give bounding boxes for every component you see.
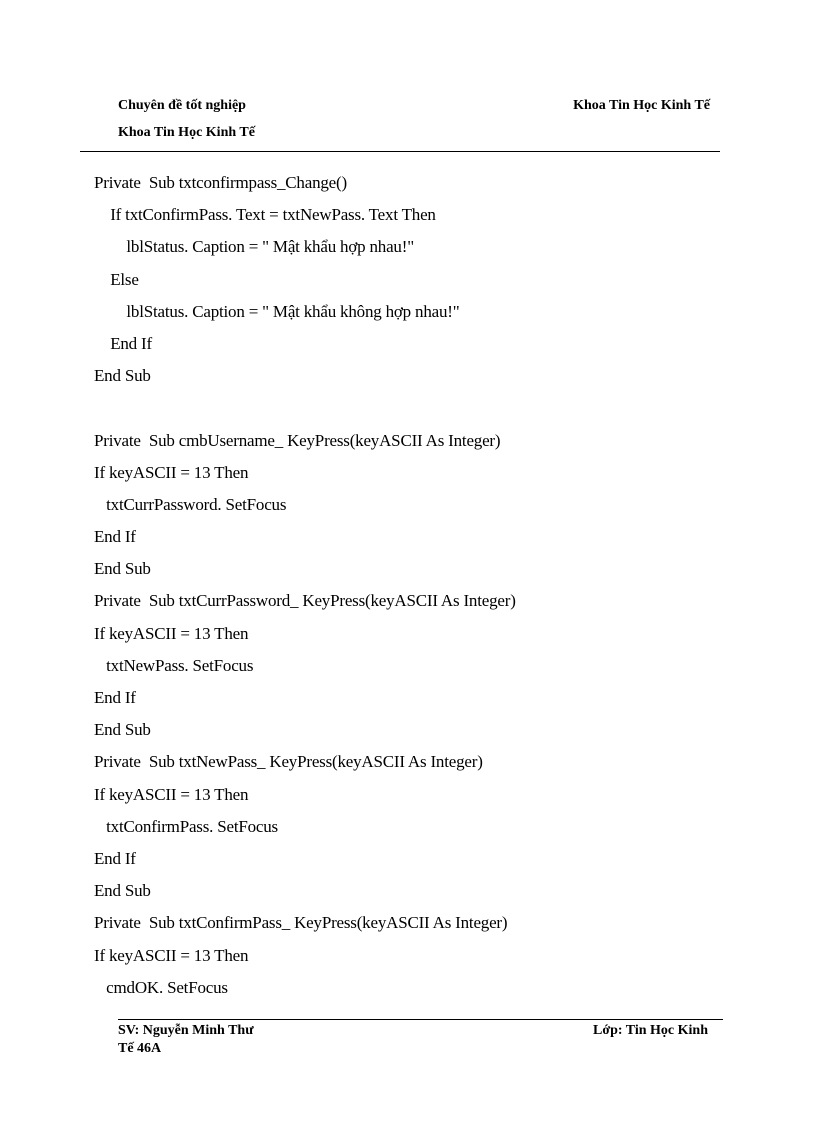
code-line: Private Sub cmbUsername_ KeyPress(keyASCII As Integer) — [94, 430, 501, 450]
code-line: End Sub — [94, 366, 151, 386]
code-listing — [94, 167, 734, 1004]
code-line: Private Sub txtCurrPassword_ KeyPress(keyASCII As Integer) — [94, 591, 516, 611]
code-line: End If — [94, 333, 152, 353]
code-line: lblStatus. Caption = " Mật khẩu hợp nhau!" — [94, 237, 414, 257]
footer-divider — [118, 1019, 723, 1020]
code-line: If keyASCII = 13 Then — [94, 784, 249, 804]
code-line: lblStatus. Caption = " Mật khẩu không hợp nhau!" — [94, 301, 460, 321]
code-line: txtConfirmPass. SetFocus — [94, 816, 278, 836]
code-line: txtNewPass. SetFocus — [94, 655, 254, 675]
footer-student-name: SV: Nguyễn Minh Thư — [118, 1023, 254, 1038]
code-line: cmdOK. SetFocus — [94, 977, 228, 997]
code-line: Private Sub txtNewPass_ KeyPress(keyASCII As Integer) — [94, 752, 483, 772]
code-line — [94, 392, 734, 424]
code-line: If keyASCII = 13 Then — [94, 623, 249, 643]
code-line: End If — [94, 848, 136, 868]
code-line: If txtConfirmPass. Text = txtNewPass. Text Then — [94, 205, 436, 225]
header-divider — [80, 151, 720, 152]
header-document-type: Chuyên đề tốt nghiệp — [118, 98, 246, 113]
code-line: Else — [94, 269, 139, 289]
code-line: Private Sub txtConfirmPass_ KeyPress(keyASCII As Integer) — [94, 913, 508, 933]
code-line: If keyASCII = 13 Then — [94, 462, 249, 482]
code-line: End If — [94, 688, 136, 707]
code-line: txtCurrPassword. SetFocus — [94, 494, 287, 514]
header-faculty-left: Khoa Tin Học Kinh Tế — [118, 125, 255, 140]
code-line: End Sub — [94, 559, 151, 579]
header-faculty-right: Khoa Tin Học Kinh Tế — [573, 98, 710, 113]
code-line: End If — [94, 527, 136, 547]
page-header — [0, 0, 816, 160]
footer-student-name-continued: Tế 46A — [118, 1041, 162, 1056]
code-line: If keyASCII = 13 Then — [94, 945, 249, 965]
footer-class: Lớp: Tin Học Kinh — [592, 1023, 708, 1038]
code-line: End Sub — [94, 881, 151, 901]
code-line: End Sub — [94, 720, 151, 740]
code-line: Private Sub txtconfirmpass_Change() — [94, 173, 347, 192]
